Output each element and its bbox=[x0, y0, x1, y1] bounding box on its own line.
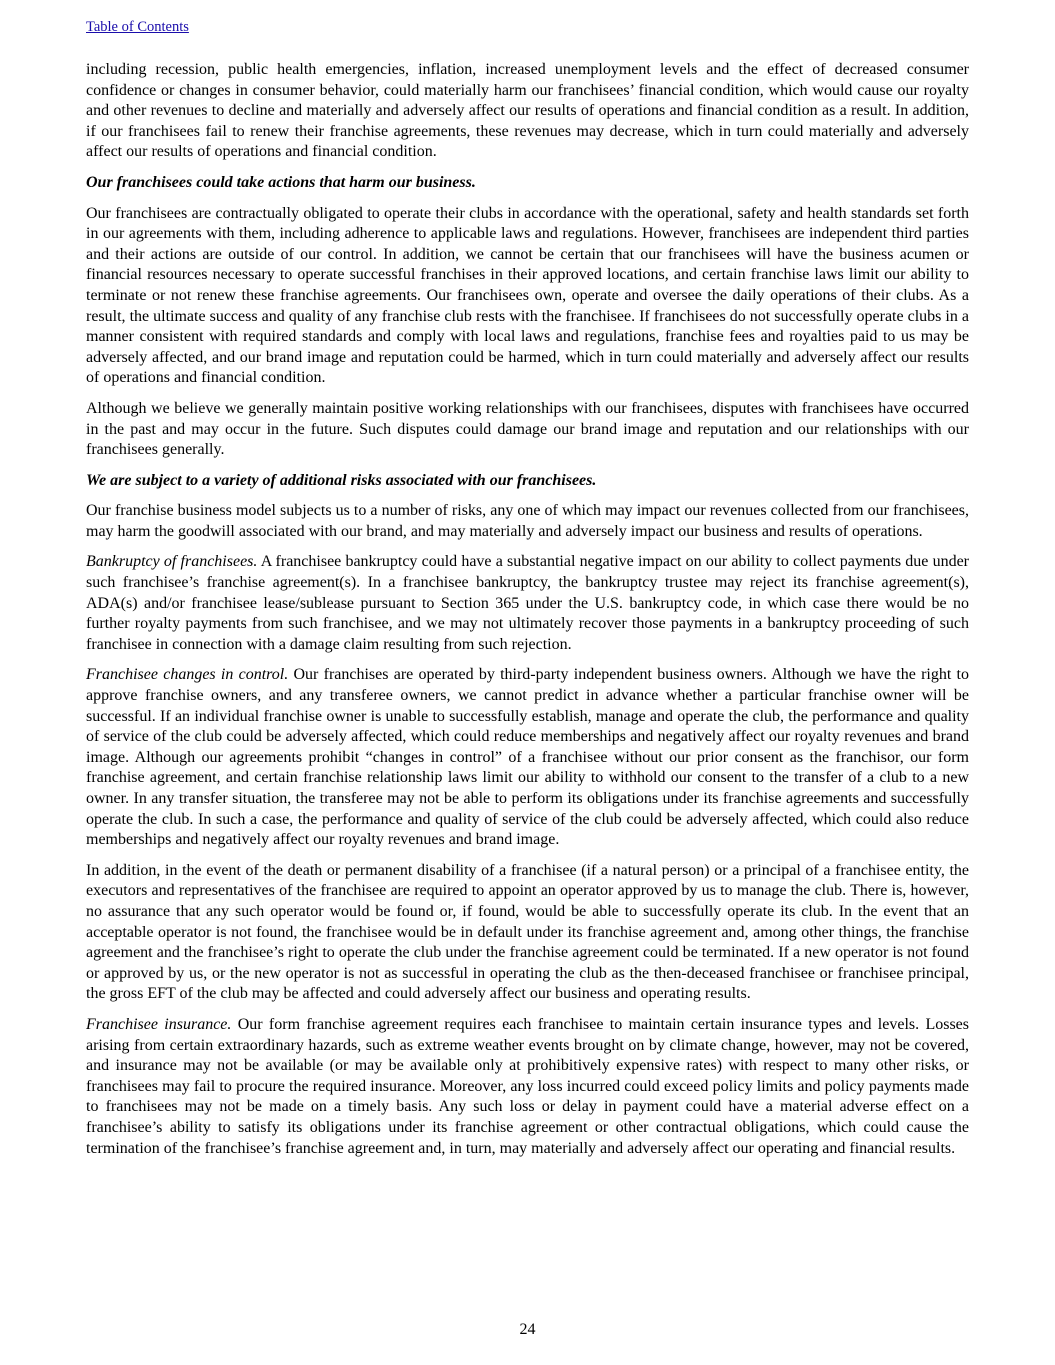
insurance-text: Our form franchise agreement requires each franchisee to maintain certain insurance types and levels. Losses arising from certain extraordinary hazards, such as extreme weather events brought on by climate change, however, may not be covered, and insurance may not be available (or may be available only at prohibitively expensive rates) with respect to many other risks, or franchisees may fail to procure the required insurance. Moreover, any loss incurred could exceed policy limits and policy payments made to franchisees may not be made on a timely basis. Any such loss or delay in payment could have a material adverse effect on a franchisee’s ability to satisfy its obligations under its franchise agreement or other contractual obligations, which could cause the termination of the franchisee’s franchise agreement and, in turn, may materially and adversely affect our operating and financial results. bbox=[86, 1015, 970, 1157]
paragraph-insurance bbox=[86, 1015, 969, 1159]
changes-in-control-lead: Franchisee changes in control. bbox=[86, 666, 289, 684]
paragraph-franchisee-obligations: Our franchisees are contractually obligated to operate their clubs in accordance with the operational, safety and health standards set forth in our agreements with them, including adherence to applicable laws and regulations. However, franchisees are independent third parties and their actions are outside of our control. In addition, we cannot be certain that our franchisees will have the business acumen or financial resources necessary to operate successful franchises in their approved locations, and certain franchise laws limit our ability to terminate or not renew these franchise agreements. Our franchisees own, operate and oversee the daily operations of their clubs. As a result, the ultimate success and quality of any franchise club rests with the franchisee. If franchisees do not successfully operate clubs in a manner consistent with required standards and comply with local laws and regulations, franchise fees and royalties paid to us may be adversely affected, and our brand image and reputation could be harmed, which in turn could materially and adversely affect our results of operations and financial condition. bbox=[86, 204, 969, 387]
paragraph-business-model-risks: Our franchise business model subjects us to a number of risks, any one of which may impact our revenues collected from our franchisees, may harm the goodwill associated with our brand, and may materially and adversely impact our business and results of operations. bbox=[86, 502, 969, 540]
bankruptcy-lead: Bankruptcy of franchisees. bbox=[86, 553, 258, 571]
table-of-contents-link[interactable]: Table of Contents bbox=[86, 19, 189, 35]
page-number: 24 bbox=[519, 1321, 536, 1338]
document-page bbox=[86, 18, 969, 1169]
bankruptcy-text: A franchisee bankruptcy could have a substantial negative impact on our ability to collect payments due under such franchisee’s franchise agreement(s). In a franchisee bankruptcy, the bankruptcy trustee may reject its franchise agreement(s), ADA(s) and/or franchisee lease/sublease pursuant to Section 365 under the U.S. bankruptcy code, in which case there would be no further royalty payments from such franchisee, and we may not ultimately recover those payments in a bankruptcy proceeding of such franchisee in connection with a damage claim resulting from such rejection. bbox=[86, 553, 970, 653]
paragraph-franchisee-disputes: Although we believe we generally maintain positive working relationships with our franchisees, disputes with franchisees have occurred in the past and may occur in the future. Such disputes could damage our brand image and reputation and our relationships with our franchisees generally. bbox=[86, 399, 969, 459]
paragraph-changes-in-control bbox=[86, 665, 969, 850]
insurance-lead: Franchisee insurance. bbox=[86, 1015, 232, 1033]
heading-additional-risks: We are subject to a variety of additional risks associated with our franchisees. bbox=[86, 471, 597, 489]
paragraph-death-disability: In addition, in the event of the death or permanent disability of a franchisee (if a natural person) or a principal of a franchisee entity, the executors and representatives of the franchisee are required to appoint an operator approved by us to manage the club. There is, however, no assurance that any such operator would be found or, if found, would be able to successfully operate its club. In the event that an acceptable operator is not found, the franchisee would be in default under its franchise agreement and, among other things, the franchise agreement and the franchisee’s right to operate the club under the franchise agreement could be terminated. If a new operator is not found or approved by us, or the new operator is not as successful in operating the club as the then-deceased franchisee or franchisee principal, the gross EFT of the club may be affected and could adversely affect our business and operating results. bbox=[86, 861, 969, 1003]
changes-in-control-text: Our franchises are operated by third-party independent business owners. Although we have the right to approve franchise owners, and any transferee owners, we cannot predict in advance whether a particular franchise owner will be successful. If an individual franchise owner is unable to successfully establish, manage and operate the club, the performance and quality of service of the club could be adversely affected, which could reduce memberships and negatively affect our royalty revenues and brand image. Although our agreements prohibit “changes in control” of a franchisee without our prior consent as the franchisor, our form franchise agreement, and certain franchise relationship laws limit our ability to withhold our consent to the transfer of a club to a new owner. In any transfer situation, the transferee may not be able to perform its obligations under its franchise agreements and successfully operate the club. In such a case, the performance and quality of service of the club could be adversely affected, which could also reduce memberships and negatively affect our royalty revenues and brand image. bbox=[86, 666, 969, 849]
paragraph-bankruptcy bbox=[86, 552, 969, 655]
heading-franchisee-actions: Our franchisees could take actions that harm our business. bbox=[86, 173, 476, 191]
paragraph-recession-effects: including recession, public health emergencies, inflation, increased unemployment levels and the effect of decreased consumer confidence or changes in consumer behavior, could materially harm our franchisees’ financial condition, which would cause our royalty and other revenues to decline and materially and adversely affect our results of operations and financial condition as a result. In addition, if our franchisees fail to renew their franchise agreements, these revenues may decrease, which in turn could materially and adversely affect our results of operations and financial condition. bbox=[86, 61, 969, 161]
